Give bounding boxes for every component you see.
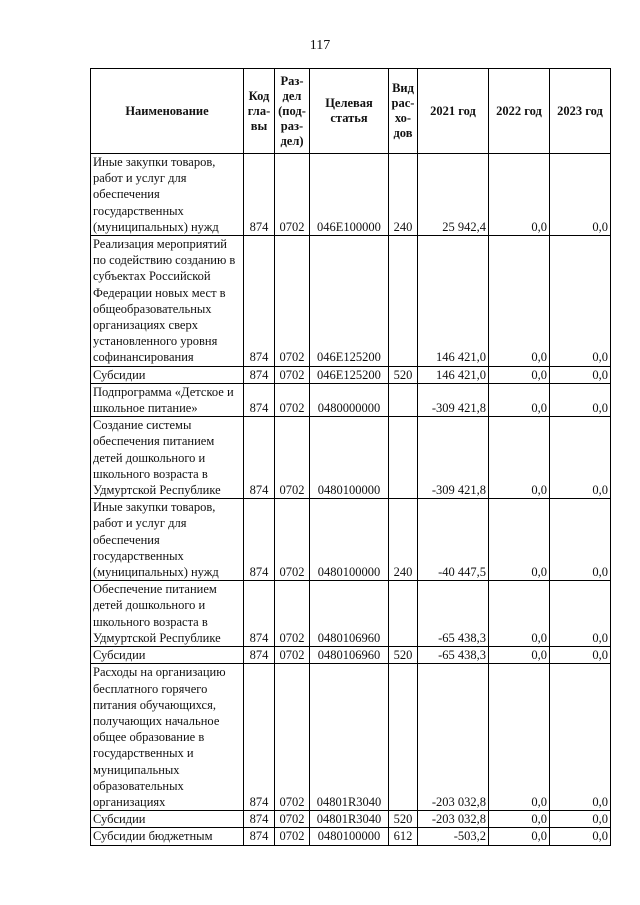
cell-statya: 04801R3040: [310, 811, 389, 828]
cell-vid: 240: [389, 154, 418, 236]
cell-y2022: 0,0: [489, 154, 550, 236]
cell-y2021: -309 421,8: [418, 383, 489, 416]
cell-vid: 520: [389, 366, 418, 383]
cell-statya: 0480100000: [310, 417, 389, 499]
cell-statya: 0480000000: [310, 383, 389, 416]
cell-y2023: 0,0: [550, 811, 611, 828]
cell-vid: [389, 417, 418, 499]
cell-y2021: -65 438,3: [418, 581, 489, 647]
cell-vid: 240: [389, 499, 418, 581]
cell-name: Субсидии: [91, 647, 244, 664]
cell-y2022: 0,0: [489, 647, 550, 664]
cell-glava: 874: [244, 236, 275, 367]
cell-razdel: 0702: [275, 236, 310, 367]
table-row: [91, 154, 611, 236]
cell-y2021: 146 421,0: [418, 236, 489, 367]
header-2023: 2023 год: [550, 69, 611, 154]
cell-name: Создание системы обеспечения питанием детей дошкольного и школьного возраста в Удмуртской Республике: [91, 417, 244, 499]
cell-glava: 874: [244, 499, 275, 581]
cell-razdel: 0702: [275, 383, 310, 416]
cell-y2023: 0,0: [550, 383, 611, 416]
cell-razdel: 0702: [275, 828, 310, 845]
cell-name: Субсидии: [91, 811, 244, 828]
cell-razdel: 0702: [275, 581, 310, 647]
cell-vid: 520: [389, 647, 418, 664]
cell-glava: 874: [244, 154, 275, 236]
cell-vid: [389, 664, 418, 811]
table-row: [91, 647, 611, 664]
cell-y2022: 0,0: [489, 581, 550, 647]
cell-y2021: -309 421,8: [418, 417, 489, 499]
cell-glava: 874: [244, 811, 275, 828]
table-row: [91, 581, 611, 647]
cell-name: Обеспечение питанием детей дошкольного и школьного возраста в Удмуртской Республике: [91, 581, 244, 647]
cell-name: Реализация мероприятий по содействию созданию в субъектах Российской Федерации новых мест в общеобразовательных организациях сверх установленного уровня софинансирования: [91, 236, 244, 367]
cell-y2023: 0,0: [550, 499, 611, 581]
cell-y2021: -65 438,3: [418, 647, 489, 664]
cell-razdel: 0702: [275, 366, 310, 383]
table-row: [91, 236, 611, 367]
cell-y2021: -203 032,8: [418, 664, 489, 811]
cell-y2023: 0,0: [550, 154, 611, 236]
cell-y2022: 0,0: [489, 236, 550, 367]
cell-y2023: 0,0: [550, 828, 611, 845]
cell-glava: 874: [244, 828, 275, 845]
cell-y2022: 0,0: [489, 828, 550, 845]
table-row: [91, 828, 611, 845]
cell-statya: 0480106960: [310, 647, 389, 664]
cell-statya: 046E125200: [310, 366, 389, 383]
cell-y2022: 0,0: [489, 366, 550, 383]
cell-glava: 874: [244, 366, 275, 383]
cell-glava: 874: [244, 664, 275, 811]
cell-y2021: -503,2: [418, 828, 489, 845]
cell-vid: 520: [389, 811, 418, 828]
cell-name: Подпрограмма «Детское и школьное питание»: [91, 383, 244, 416]
cell-glava: 874: [244, 417, 275, 499]
cell-razdel: 0702: [275, 499, 310, 581]
cell-glava: 874: [244, 383, 275, 416]
cell-y2022: 0,0: [489, 499, 550, 581]
cell-y2021: -203 032,8: [418, 811, 489, 828]
table-body: [91, 154, 611, 846]
cell-statya: 046E100000: [310, 154, 389, 236]
cell-name: Иные закупки товаров, работ и услуг для обеспечения государственных (муниципальных) нужд: [91, 154, 244, 236]
cell-y2021: 146 421,0: [418, 366, 489, 383]
cell-razdel: 0702: [275, 647, 310, 664]
cell-statya: 04801R3040: [310, 664, 389, 811]
cell-razdel: 0702: [275, 417, 310, 499]
cell-y2023: 0,0: [550, 366, 611, 383]
header-vid: Вид рас-хо-дов: [389, 69, 418, 154]
header-row: [91, 69, 611, 154]
cell-statya: 046E125200: [310, 236, 389, 367]
cell-glava: 874: [244, 581, 275, 647]
cell-name: Расходы на организацию бесплатного горячего питания обучающихся, получающих начальное общее образование в государственных и муниципальных образовательных организациях: [91, 664, 244, 811]
cell-name: Субсидии: [91, 366, 244, 383]
cell-name: Иные закупки товаров, работ и услуг для обеспечения государственных (муниципальных) нужд: [91, 499, 244, 581]
table-row: [91, 664, 611, 811]
header-statya: Целевая статья: [310, 69, 389, 154]
cell-razdel: 0702: [275, 664, 310, 811]
cell-y2023: 0,0: [550, 647, 611, 664]
cell-vid: [389, 581, 418, 647]
cell-y2022: 0,0: [489, 811, 550, 828]
cell-y2023: 0,0: [550, 236, 611, 367]
cell-vid: [389, 383, 418, 416]
page-number: 117: [309, 38, 331, 53]
cell-glava: 874: [244, 647, 275, 664]
cell-statya: 0480106960: [310, 581, 389, 647]
table-row: [91, 383, 611, 416]
budget-table: [90, 68, 611, 846]
cell-y2023: 0,0: [550, 664, 611, 811]
header-razdel: Раз-дел (под-раз-дел): [275, 69, 310, 154]
cell-y2021: -40 447,5: [418, 499, 489, 581]
cell-statya: 0480100000: [310, 828, 389, 845]
header-name: Наименование: [91, 69, 244, 154]
cell-vid: 612: [389, 828, 418, 845]
cell-y2023: 0,0: [550, 417, 611, 499]
cell-razdel: 0702: [275, 154, 310, 236]
header-glava: Код гла-вы: [244, 69, 275, 154]
table-row: [91, 811, 611, 828]
cell-y2021: 25 942,4: [418, 154, 489, 236]
table-row: [91, 499, 611, 581]
cell-razdel: 0702: [275, 811, 310, 828]
cell-y2022: 0,0: [489, 417, 550, 499]
cell-name: Субсидии бюджетным: [91, 828, 244, 845]
cell-vid: [389, 236, 418, 367]
header-2021: 2021 год: [418, 69, 489, 154]
header-2022: 2022 год: [489, 69, 550, 154]
cell-y2023: 0,0: [550, 581, 611, 647]
cell-y2022: 0,0: [489, 664, 550, 811]
cell-statya: 0480100000: [310, 499, 389, 581]
table-row: [91, 417, 611, 499]
cell-y2022: 0,0: [489, 383, 550, 416]
table-row: [91, 366, 611, 383]
